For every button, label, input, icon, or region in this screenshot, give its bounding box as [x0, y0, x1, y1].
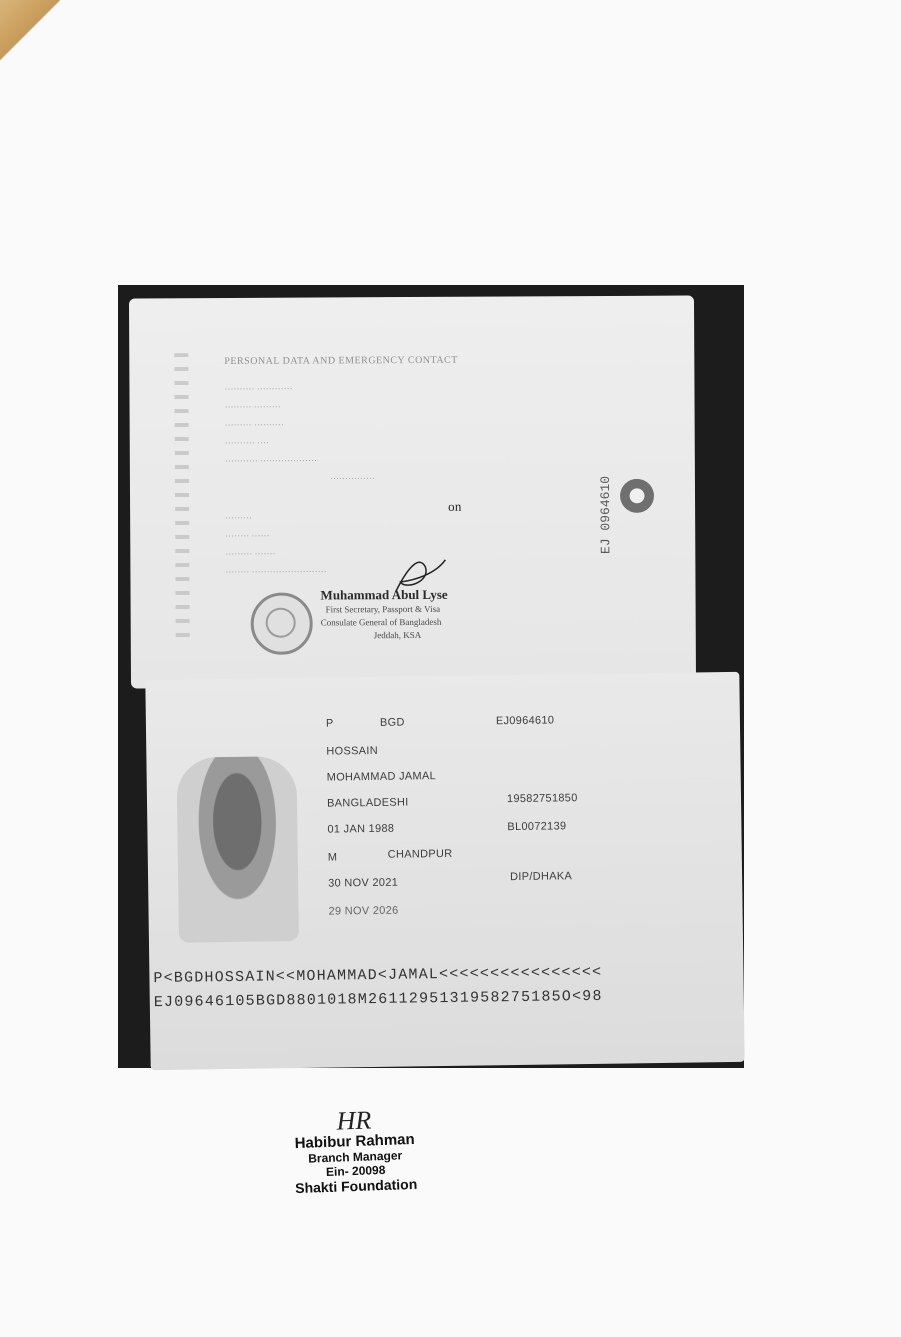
- faint-text-line: ········ ······: [225, 530, 270, 541]
- handwritten-mark: on: [448, 498, 462, 514]
- mrz-line-1: P<BGDHOSSAIN<<MOHAMMAD<JAMAL<<<<<<<<<<<<<<<<: [153, 963, 603, 988]
- passport-upper-page: [129, 296, 696, 689]
- nationality: BANGLADESHI: [326, 796, 409, 810]
- signatory-title-1: First Secretary, Passport & Visa: [325, 603, 441, 615]
- stamp-organization: Shakti Foundation: [294, 1175, 418, 1197]
- stamp-name: Habibur Rahman: [294, 1130, 415, 1153]
- stamp-title: Branch Manager: [307, 1148, 403, 1166]
- country-code: BGD: [379, 716, 405, 729]
- faint-text-line: ········· ·········: [224, 401, 281, 412]
- date-of-birth: 01 JAN 1988: [327, 822, 395, 836]
- paper-corner-fold: [0, 0, 90, 80]
- issuing-authority: DIP/DHAKA: [510, 870, 573, 884]
- date-of-expiry: 29 NOV 2026: [328, 904, 399, 918]
- passport-data-page: [145, 672, 744, 1070]
- surname: HOSSAIN: [326, 744, 379, 758]
- date-of-issue: 30 NOV 2021: [328, 876, 399, 890]
- given-name: MOHAMMAD JAMAL: [326, 770, 437, 784]
- faint-text-line: ·········: [225, 512, 253, 523]
- consulate-seal: [251, 593, 313, 655]
- mrz-line-2: EJ09646105BGD8801018M2611295131958275185O<98: [153, 987, 603, 1012]
- signatory-name: Muhammad Abul Lyse: [320, 586, 448, 603]
- sex: M: [327, 851, 338, 864]
- perforation-holes: [174, 353, 190, 643]
- faint-text-line: ·········· ············: [224, 383, 293, 394]
- upper-page-header: PERSONAL DATA AND EMERGENCY CONTACT: [224, 354, 458, 367]
- faint-text-line: ········· ··········: [224, 419, 284, 430]
- place-of-birth: CHANDPUR: [387, 847, 453, 861]
- stamp-ein: Ein- 20098: [325, 1162, 386, 1180]
- passport-photocopy: [118, 285, 744, 1068]
- faint-text-line: ········· ·······: [225, 548, 276, 559]
- serial-number-vertical: EJ 0964610: [597, 475, 614, 555]
- previous-passport: BL0072139: [507, 820, 567, 834]
- faint-text-line: ···············: [329, 473, 375, 484]
- signatory-title-3: Jeddah, KSA: [373, 629, 422, 641]
- signatory-title-2: Consulate General of Bangladesh: [320, 616, 442, 628]
- passport-number: EJ0964610: [495, 714, 555, 728]
- stamp-initials: HR: [336, 1105, 372, 1136]
- bangladesh-emblem-icon: [620, 479, 654, 513]
- faint-text-line: ········ ·························: [225, 566, 327, 577]
- type-code: P: [325, 717, 334, 730]
- faint-text-line: ·········· ····: [224, 437, 269, 448]
- faint-text-line: ··········· ···················: [224, 455, 318, 466]
- branch-manager-stamp: [269, 1105, 442, 1197]
- holder-photo: [176, 756, 299, 943]
- personal-number: 19582751850: [506, 792, 578, 806]
